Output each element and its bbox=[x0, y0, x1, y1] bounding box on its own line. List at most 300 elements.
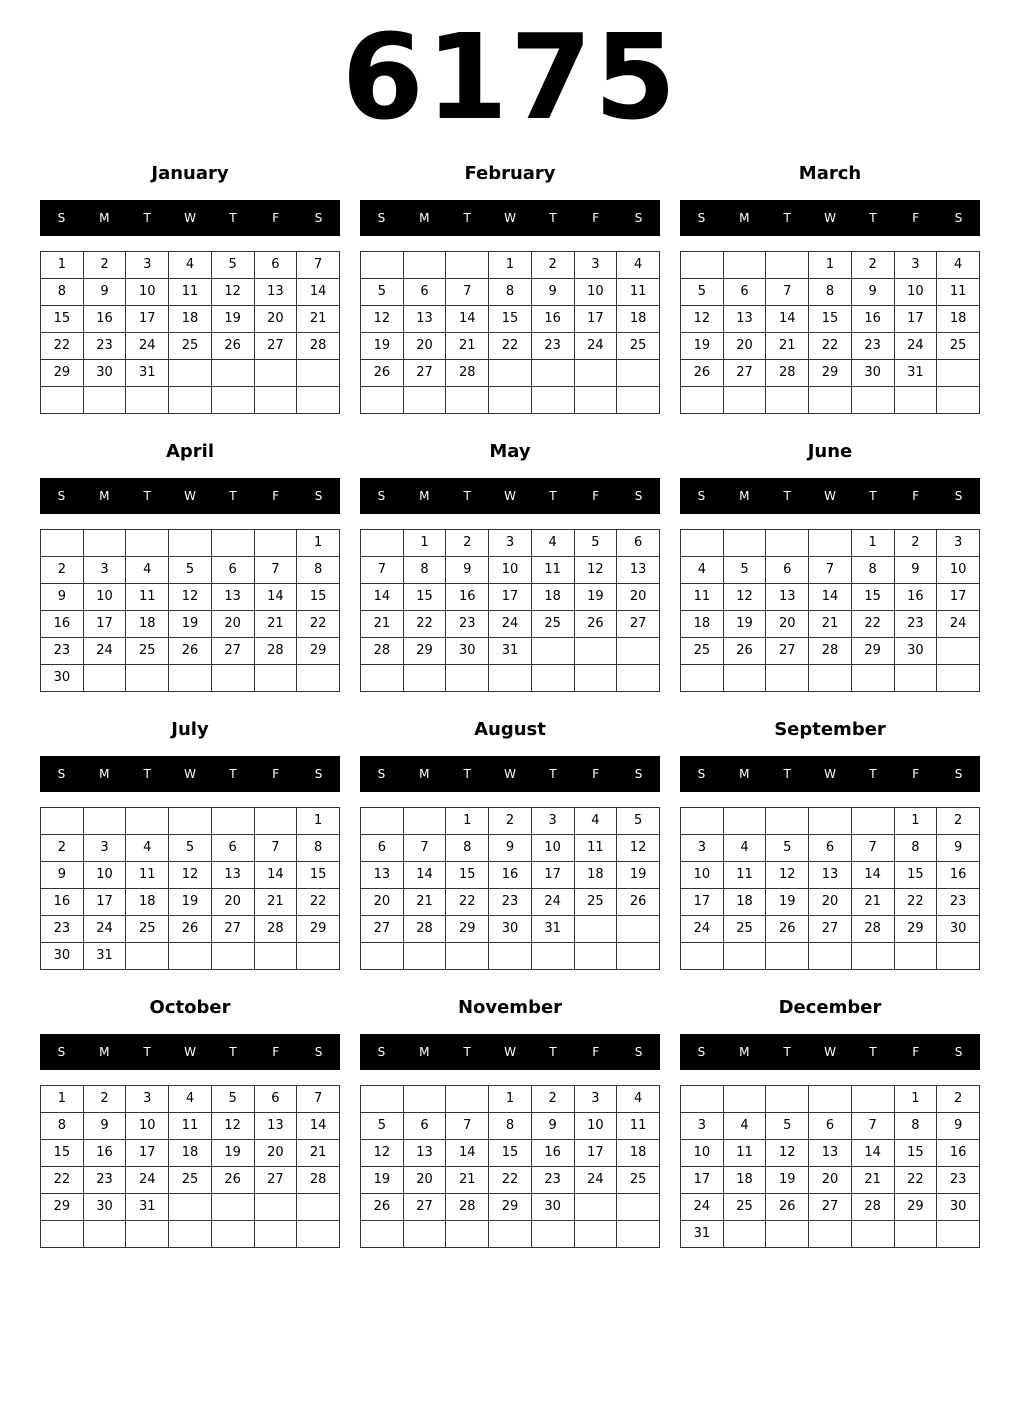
empty-day-cell bbox=[211, 387, 254, 414]
day-cell: 14 bbox=[766, 306, 809, 333]
week-row bbox=[361, 360, 660, 387]
day-cell: 2 bbox=[531, 1086, 574, 1113]
day-cell: 19 bbox=[574, 584, 617, 611]
empty-day-cell bbox=[403, 665, 446, 692]
day-cell: 24 bbox=[83, 916, 126, 943]
day-cell: 22 bbox=[489, 333, 532, 360]
day-cell: 23 bbox=[83, 1167, 126, 1194]
day-cell: 19 bbox=[211, 1140, 254, 1167]
day-cell: 9 bbox=[531, 279, 574, 306]
day-grid bbox=[680, 251, 980, 414]
day-cell: 5 bbox=[361, 1113, 404, 1140]
day-cell: 22 bbox=[809, 333, 852, 360]
day-cell: 20 bbox=[254, 1140, 297, 1167]
day-cell: 7 bbox=[254, 557, 297, 584]
empty-day-cell bbox=[937, 665, 980, 692]
empty-day-cell bbox=[681, 530, 724, 557]
day-cell: 29 bbox=[894, 1194, 937, 1221]
weekday-label: W bbox=[504, 489, 516, 503]
week-row bbox=[41, 1140, 340, 1167]
empty-day-cell bbox=[83, 530, 126, 557]
week-row bbox=[681, 584, 980, 611]
day-cell: 19 bbox=[681, 333, 724, 360]
empty-day-cell bbox=[681, 387, 724, 414]
day-cell: 17 bbox=[937, 584, 980, 611]
day-cell: 19 bbox=[766, 889, 809, 916]
day-cell: 21 bbox=[403, 889, 446, 916]
week-row bbox=[41, 584, 340, 611]
empty-day-cell bbox=[681, 665, 724, 692]
empty-day-cell bbox=[617, 1194, 660, 1221]
month-title: November bbox=[457, 997, 563, 1018]
day-cell: 26 bbox=[169, 916, 212, 943]
day-cell: 26 bbox=[766, 1194, 809, 1221]
day-cell: 29 bbox=[489, 1194, 532, 1221]
empty-day-cell bbox=[126, 665, 169, 692]
day-cell: 11 bbox=[574, 835, 617, 862]
weekday-label: S bbox=[954, 211, 963, 225]
day-cell: 21 bbox=[254, 611, 297, 638]
empty-day-cell bbox=[937, 387, 980, 414]
day-cell: 17 bbox=[574, 1140, 617, 1167]
day-cell: 7 bbox=[403, 835, 446, 862]
day-cell: 23 bbox=[937, 889, 980, 916]
empty-day-cell bbox=[809, 1221, 852, 1248]
empty-day-cell bbox=[446, 665, 489, 692]
day-cell: 8 bbox=[41, 279, 84, 306]
day-cell: 14 bbox=[297, 279, 340, 306]
day-cell: 24 bbox=[937, 611, 980, 638]
day-cell: 18 bbox=[169, 1140, 212, 1167]
empty-day-cell bbox=[254, 1221, 297, 1248]
empty-day-cell bbox=[766, 808, 809, 835]
week-row bbox=[681, 1194, 980, 1221]
weekday-header bbox=[40, 478, 340, 514]
week-row bbox=[41, 1194, 340, 1221]
day-cell: 5 bbox=[211, 1086, 254, 1113]
empty-day-cell bbox=[894, 1221, 937, 1248]
day-cell: 23 bbox=[531, 333, 574, 360]
day-cell: 7 bbox=[361, 557, 404, 584]
day-cell: 11 bbox=[723, 1140, 766, 1167]
day-cell: 28 bbox=[361, 638, 404, 665]
day-cell: 9 bbox=[937, 1113, 980, 1140]
day-cell: 11 bbox=[169, 279, 212, 306]
day-cell: 26 bbox=[211, 1167, 254, 1194]
day-cell: 22 bbox=[851, 611, 894, 638]
day-cell: 7 bbox=[766, 279, 809, 306]
week-row bbox=[41, 557, 340, 584]
empty-day-cell bbox=[531, 1221, 574, 1248]
day-cell: 25 bbox=[574, 889, 617, 916]
day-cell: 19 bbox=[723, 611, 766, 638]
day-grid bbox=[680, 529, 980, 692]
week-row bbox=[681, 889, 980, 916]
empty-day-cell bbox=[446, 1221, 489, 1248]
empty-day-cell bbox=[766, 943, 809, 970]
day-cell: 11 bbox=[531, 557, 574, 584]
day-cell: 18 bbox=[723, 889, 766, 916]
day-cell: 14 bbox=[361, 584, 404, 611]
day-cell: 6 bbox=[723, 279, 766, 306]
day-cell: 27 bbox=[254, 333, 297, 360]
weekday-label: T bbox=[143, 211, 151, 225]
empty-day-cell bbox=[489, 943, 532, 970]
day-cell: 6 bbox=[211, 835, 254, 862]
day-cell: 4 bbox=[617, 1086, 660, 1113]
day-cell: 10 bbox=[894, 279, 937, 306]
weekday-label: S bbox=[634, 211, 643, 225]
day-cell: 27 bbox=[723, 360, 766, 387]
day-cell: 22 bbox=[446, 889, 489, 916]
day-cell: 26 bbox=[169, 638, 212, 665]
empty-day-cell bbox=[723, 530, 766, 557]
day-cell: 9 bbox=[937, 835, 980, 862]
day-cell: 28 bbox=[851, 1194, 894, 1221]
day-cell: 9 bbox=[489, 835, 532, 862]
day-cell: 5 bbox=[766, 835, 809, 862]
day-cell: 14 bbox=[403, 862, 446, 889]
day-cell: 14 bbox=[446, 1140, 489, 1167]
weekday-label: F bbox=[592, 489, 600, 503]
weekday-header bbox=[360, 200, 660, 236]
day-cell: 25 bbox=[126, 916, 169, 943]
weekday-label: F bbox=[912, 767, 920, 781]
empty-day-cell bbox=[617, 916, 660, 943]
day-cell: 31 bbox=[681, 1221, 724, 1248]
week-row bbox=[361, 584, 660, 611]
day-cell: 30 bbox=[41, 943, 84, 970]
day-cell: 9 bbox=[83, 279, 126, 306]
month-title: July bbox=[171, 719, 209, 740]
day-cell: 31 bbox=[126, 1194, 169, 1221]
empty-day-cell bbox=[531, 665, 574, 692]
empty-day-cell bbox=[297, 1221, 340, 1248]
day-cell: 24 bbox=[489, 611, 532, 638]
weekday-label: T bbox=[549, 1045, 557, 1059]
day-cell: 16 bbox=[851, 306, 894, 333]
empty-day-cell bbox=[574, 665, 617, 692]
week-row bbox=[361, 252, 660, 279]
day-cell: 22 bbox=[403, 611, 446, 638]
day-cell: 3 bbox=[574, 1086, 617, 1113]
day-cell: 13 bbox=[403, 306, 446, 333]
day-cell: 19 bbox=[169, 611, 212, 638]
empty-day-cell bbox=[681, 808, 724, 835]
weekday-label: M bbox=[419, 767, 430, 781]
day-cell: 24 bbox=[574, 333, 617, 360]
weekday-label: M bbox=[99, 767, 110, 781]
day-cell: 21 bbox=[766, 333, 809, 360]
day-cell: 25 bbox=[531, 611, 574, 638]
day-cell: 2 bbox=[41, 835, 84, 862]
weekday-label: S bbox=[697, 1045, 706, 1059]
day-cell: 11 bbox=[617, 279, 660, 306]
week-row bbox=[681, 360, 980, 387]
week-row bbox=[41, 835, 340, 862]
month-title: April bbox=[165, 441, 215, 462]
empty-day-cell bbox=[574, 638, 617, 665]
day-cell: 13 bbox=[766, 584, 809, 611]
weekday-label: T bbox=[783, 767, 791, 781]
day-cell: 21 bbox=[361, 611, 404, 638]
week-row bbox=[361, 808, 660, 835]
weekday-label: T bbox=[783, 1045, 791, 1059]
empty-day-cell bbox=[254, 943, 297, 970]
day-cell: 27 bbox=[211, 916, 254, 943]
weekday-label: T bbox=[869, 767, 877, 781]
day-cell: 29 bbox=[297, 638, 340, 665]
day-cell: 31 bbox=[83, 943, 126, 970]
empty-day-cell bbox=[489, 387, 532, 414]
day-cell: 9 bbox=[41, 584, 84, 611]
day-cell: 4 bbox=[126, 835, 169, 862]
day-cell: 11 bbox=[126, 862, 169, 889]
weekday-label: S bbox=[314, 1045, 323, 1059]
day-cell: 21 bbox=[297, 306, 340, 333]
day-cell: 1 bbox=[297, 808, 340, 835]
day-cell: 15 bbox=[809, 306, 852, 333]
month-title: January bbox=[151, 163, 229, 184]
weekday-label: S bbox=[954, 767, 963, 781]
day-cell: 24 bbox=[126, 1167, 169, 1194]
day-cell: 26 bbox=[681, 360, 724, 387]
day-cell: 5 bbox=[681, 279, 724, 306]
day-grid bbox=[680, 807, 980, 970]
day-cell: 20 bbox=[403, 1167, 446, 1194]
day-cell: 9 bbox=[83, 1113, 126, 1140]
day-cell: 18 bbox=[126, 611, 169, 638]
empty-day-cell bbox=[937, 1221, 980, 1248]
day-cell: 7 bbox=[851, 835, 894, 862]
day-cell: 6 bbox=[254, 1086, 297, 1113]
weekday-label: W bbox=[184, 489, 196, 503]
day-cell: 13 bbox=[254, 1113, 297, 1140]
weekday-label: T bbox=[549, 211, 557, 225]
empty-day-cell bbox=[809, 808, 852, 835]
day-cell: 1 bbox=[894, 1086, 937, 1113]
week-row bbox=[41, 530, 340, 557]
day-cell: 22 bbox=[297, 889, 340, 916]
day-cell: 5 bbox=[723, 557, 766, 584]
day-cell: 8 bbox=[297, 557, 340, 584]
weekday-label: M bbox=[99, 1045, 110, 1059]
day-grid bbox=[40, 251, 340, 414]
day-cell: 17 bbox=[531, 862, 574, 889]
day-cell: 9 bbox=[894, 557, 937, 584]
day-cell: 5 bbox=[361, 279, 404, 306]
weekday-label: W bbox=[824, 489, 836, 503]
day-cell: 30 bbox=[531, 1194, 574, 1221]
weekday-label: M bbox=[419, 1045, 430, 1059]
day-cell: 4 bbox=[574, 808, 617, 835]
week-row bbox=[41, 306, 340, 333]
day-cell: 2 bbox=[531, 252, 574, 279]
weekday-label: F bbox=[912, 1045, 920, 1059]
day-cell: 8 bbox=[894, 1113, 937, 1140]
day-cell: 5 bbox=[617, 808, 660, 835]
day-cell: 16 bbox=[489, 862, 532, 889]
day-cell: 17 bbox=[126, 306, 169, 333]
day-cell: 18 bbox=[723, 1167, 766, 1194]
day-cell: 2 bbox=[41, 557, 84, 584]
day-cell: 18 bbox=[617, 1140, 660, 1167]
week-row bbox=[41, 1167, 340, 1194]
day-cell: 10 bbox=[937, 557, 980, 584]
day-cell: 12 bbox=[766, 1140, 809, 1167]
day-cell: 22 bbox=[489, 1167, 532, 1194]
weekday-label: S bbox=[314, 767, 323, 781]
day-cell: 5 bbox=[574, 530, 617, 557]
empty-day-cell bbox=[169, 1221, 212, 1248]
weekday-label: F bbox=[272, 489, 280, 503]
day-cell: 15 bbox=[403, 584, 446, 611]
day-cell: 2 bbox=[851, 252, 894, 279]
weekday-label: S bbox=[634, 767, 643, 781]
day-cell: 23 bbox=[446, 611, 489, 638]
weekday-label: F bbox=[272, 767, 280, 781]
empty-day-cell bbox=[403, 252, 446, 279]
day-cell: 10 bbox=[681, 1140, 724, 1167]
day-cell: 10 bbox=[126, 1113, 169, 1140]
day-cell: 25 bbox=[617, 333, 660, 360]
week-row bbox=[41, 916, 340, 943]
weekday-header bbox=[360, 1034, 660, 1070]
day-cell: 1 bbox=[809, 252, 852, 279]
day-cell: 4 bbox=[937, 252, 980, 279]
day-cell: 22 bbox=[297, 611, 340, 638]
day-cell: 1 bbox=[41, 252, 84, 279]
day-cell: 8 bbox=[489, 1113, 532, 1140]
empty-day-cell bbox=[361, 1086, 404, 1113]
day-cell: 15 bbox=[297, 862, 340, 889]
empty-day-cell bbox=[851, 387, 894, 414]
empty-day-cell bbox=[361, 1221, 404, 1248]
day-cell: 7 bbox=[446, 279, 489, 306]
week-row bbox=[681, 1167, 980, 1194]
empty-day-cell bbox=[489, 665, 532, 692]
day-cell: 9 bbox=[446, 557, 489, 584]
day-cell: 23 bbox=[41, 916, 84, 943]
day-cell: 3 bbox=[681, 835, 724, 862]
day-cell: 28 bbox=[297, 333, 340, 360]
empty-day-cell bbox=[83, 808, 126, 835]
week-row bbox=[41, 611, 340, 638]
empty-day-cell bbox=[531, 943, 574, 970]
day-cell: 25 bbox=[723, 916, 766, 943]
day-cell: 30 bbox=[937, 1194, 980, 1221]
empty-day-cell bbox=[211, 808, 254, 835]
day-cell: 12 bbox=[574, 557, 617, 584]
day-cell: 24 bbox=[574, 1167, 617, 1194]
day-cell: 16 bbox=[83, 1140, 126, 1167]
weekday-label: M bbox=[739, 767, 750, 781]
day-cell: 4 bbox=[531, 530, 574, 557]
day-cell: 20 bbox=[361, 889, 404, 916]
day-cell: 17 bbox=[83, 611, 126, 638]
empty-day-cell bbox=[297, 665, 340, 692]
empty-day-cell bbox=[126, 1221, 169, 1248]
weekday-label: S bbox=[634, 489, 643, 503]
empty-day-cell bbox=[126, 808, 169, 835]
empty-day-cell bbox=[126, 530, 169, 557]
day-cell: 3 bbox=[574, 252, 617, 279]
empty-day-cell bbox=[809, 665, 852, 692]
empty-day-cell bbox=[254, 808, 297, 835]
day-cell: 17 bbox=[681, 889, 724, 916]
day-cell: 16 bbox=[531, 306, 574, 333]
empty-day-cell bbox=[211, 943, 254, 970]
day-cell: 17 bbox=[894, 306, 937, 333]
week-row bbox=[41, 279, 340, 306]
day-cell: 16 bbox=[894, 584, 937, 611]
day-cell: 25 bbox=[937, 333, 980, 360]
day-cell: 23 bbox=[851, 333, 894, 360]
empty-day-cell bbox=[297, 1194, 340, 1221]
day-cell: 15 bbox=[297, 584, 340, 611]
weekday-label: M bbox=[739, 211, 750, 225]
empty-day-cell bbox=[723, 808, 766, 835]
week-row bbox=[681, 387, 980, 414]
weekday-label: W bbox=[504, 1045, 516, 1059]
weekday-label: T bbox=[463, 211, 471, 225]
day-cell: 31 bbox=[489, 638, 532, 665]
year-title: 6175 bbox=[341, 8, 679, 146]
day-cell: 9 bbox=[531, 1113, 574, 1140]
day-cell: 16 bbox=[41, 889, 84, 916]
day-cell: 14 bbox=[446, 306, 489, 333]
day-cell: 14 bbox=[851, 1140, 894, 1167]
day-cell: 25 bbox=[723, 1194, 766, 1221]
month-title: December bbox=[778, 997, 882, 1018]
day-cell: 18 bbox=[937, 306, 980, 333]
empty-day-cell bbox=[531, 387, 574, 414]
week-row bbox=[361, 943, 660, 970]
empty-day-cell bbox=[489, 1221, 532, 1248]
empty-day-cell bbox=[766, 387, 809, 414]
week-row bbox=[681, 1113, 980, 1140]
weekday-label: T bbox=[143, 767, 151, 781]
day-cell: 3 bbox=[531, 808, 574, 835]
day-cell: 8 bbox=[41, 1113, 84, 1140]
empty-day-cell bbox=[681, 1086, 724, 1113]
day-grid bbox=[360, 1085, 660, 1248]
day-cell: 4 bbox=[681, 557, 724, 584]
day-cell: 4 bbox=[723, 835, 766, 862]
day-cell: 20 bbox=[809, 889, 852, 916]
day-grid bbox=[40, 529, 340, 692]
weekday-label: F bbox=[272, 211, 280, 225]
week-row bbox=[41, 638, 340, 665]
week-row bbox=[41, 387, 340, 414]
day-cell: 9 bbox=[41, 862, 84, 889]
empty-day-cell bbox=[723, 943, 766, 970]
empty-day-cell bbox=[83, 665, 126, 692]
day-cell: 21 bbox=[254, 889, 297, 916]
weekday-label: W bbox=[504, 211, 516, 225]
empty-day-cell bbox=[254, 530, 297, 557]
empty-day-cell bbox=[894, 943, 937, 970]
day-cell: 20 bbox=[617, 584, 660, 611]
weekday-label: T bbox=[869, 1045, 877, 1059]
day-cell: 10 bbox=[531, 835, 574, 862]
day-cell: 15 bbox=[851, 584, 894, 611]
empty-day-cell bbox=[446, 387, 489, 414]
weekday-label: S bbox=[314, 211, 323, 225]
day-cell: 29 bbox=[41, 1194, 84, 1221]
day-cell: 20 bbox=[403, 333, 446, 360]
empty-day-cell bbox=[169, 360, 212, 387]
